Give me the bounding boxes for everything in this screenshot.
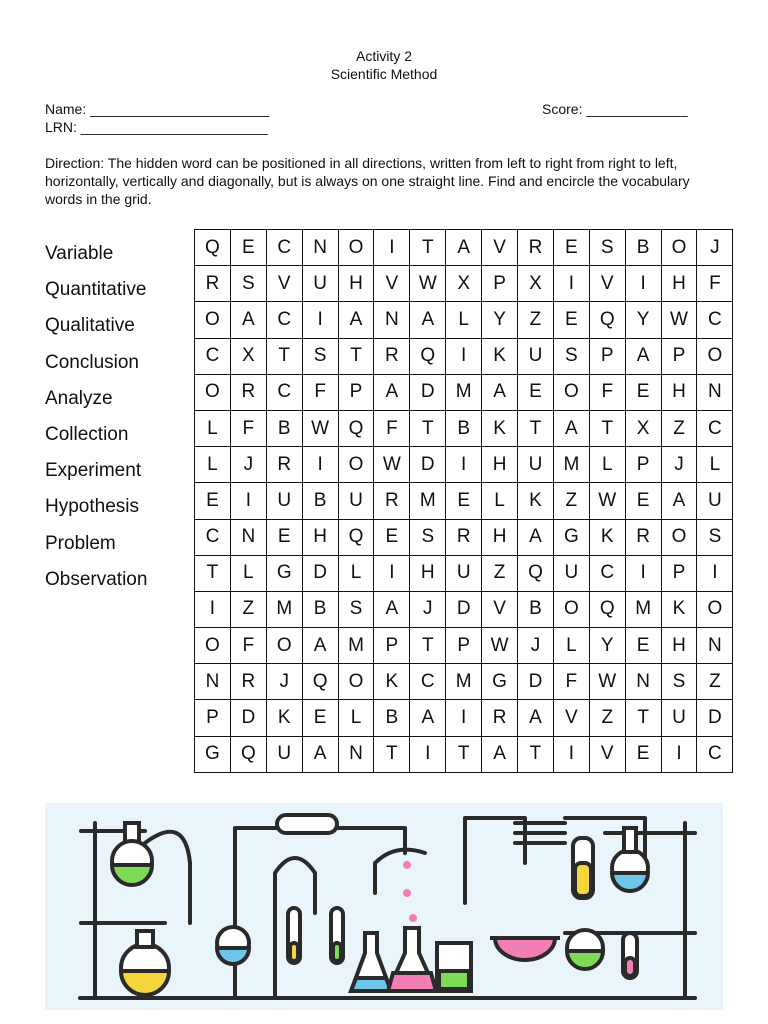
grid-cell[interactable]: V — [482, 230, 518, 266]
grid-cell[interactable]: C — [266, 230, 302, 266]
grid-cell[interactable]: I — [302, 447, 338, 483]
grid-cell[interactable]: E — [446, 483, 482, 519]
grid-cell[interactable]: C — [697, 302, 733, 338]
grid-cell[interactable]: Z — [661, 410, 697, 446]
vocabulary-list — [45, 236, 147, 598]
grid-cell[interactable]: I — [625, 266, 661, 302]
vocab-word: Observation — [45, 568, 148, 590]
grid-cell[interactable]: D — [697, 700, 733, 736]
grid-cell[interactable]: W — [374, 447, 410, 483]
grid-cell[interactable]: R — [230, 664, 266, 700]
grid-cell[interactable]: U — [553, 555, 589, 591]
grid-cell[interactable]: E — [553, 230, 589, 266]
grid-cell[interactable]: T — [195, 555, 231, 591]
grid-row — [195, 410, 733, 446]
grid-cell[interactable]: H — [661, 374, 697, 410]
word-search-grid[interactable] — [194, 229, 733, 773]
grid-cell[interactable]: M — [625, 591, 661, 627]
grid-cell[interactable]: M — [410, 483, 446, 519]
grid-cell[interactable]: F — [230, 410, 266, 446]
grid-cell[interactable]: Z — [697, 664, 733, 700]
grid-cell[interactable]: J — [661, 447, 697, 483]
vocab-word: Hypothesis — [45, 496, 139, 518]
grid-cell[interactable]: O — [553, 374, 589, 410]
grid-cell[interactable]: F — [589, 374, 625, 410]
grid-cell[interactable]: A — [230, 302, 266, 338]
grid-row — [195, 664, 733, 700]
grid-cell[interactable]: Z — [482, 555, 518, 591]
grid-cell[interactable]: W — [589, 664, 625, 700]
grid-cell[interactable]: R — [518, 230, 554, 266]
grid-cell[interactable]: B — [266, 410, 302, 446]
grid-cell[interactable]: Q — [518, 555, 554, 591]
grid-cell[interactable]: D — [410, 374, 446, 410]
vocab-word: Variable — [45, 243, 114, 264]
grid-cell[interactable]: H — [338, 266, 374, 302]
grid-cell[interactable]: Z — [230, 591, 266, 627]
grid-cell[interactable]: A — [338, 302, 374, 338]
grid-cell[interactable]: U — [518, 447, 554, 483]
grid-cell[interactable]: H — [661, 266, 697, 302]
grid-cell[interactable]: C — [195, 338, 231, 374]
grid-cell[interactable]: V — [589, 266, 625, 302]
grid-cell[interactable]: N — [230, 519, 266, 555]
grid-cell[interactable]: U — [518, 338, 554, 374]
grid-cell[interactable]: Y — [625, 302, 661, 338]
grid-cell[interactable]: I — [697, 555, 733, 591]
grid-cell[interactable]: F — [697, 266, 733, 302]
grid-row — [195, 519, 733, 555]
grid-cell[interactable]: T — [589, 410, 625, 446]
grid-cell[interactable]: X — [446, 266, 482, 302]
grid-row — [195, 338, 733, 374]
grid-row — [195, 628, 733, 664]
grid-cell[interactable]: E — [553, 302, 589, 338]
grid-cell[interactable]: O — [553, 591, 589, 627]
grid-cell[interactable]: R — [374, 338, 410, 374]
vocab-word: Quantitative — [45, 279, 147, 301]
grid-row — [195, 591, 733, 627]
grid-cell[interactable]: E — [518, 374, 554, 410]
grid-cell[interactable]: N — [302, 230, 338, 266]
grid-cell[interactable]: L — [446, 302, 482, 338]
grid-cell[interactable]: A — [482, 374, 518, 410]
grid-cell[interactable]: A — [661, 483, 697, 519]
grid-cell[interactable]: Y — [482, 302, 518, 338]
grid-cell[interactable]: B — [302, 483, 338, 519]
grid-cell[interactable]: P — [661, 338, 697, 374]
grid-cell[interactable]: G — [266, 555, 302, 591]
grid-cell[interactable]: Q — [410, 338, 446, 374]
grid-cell[interactable]: V — [589, 736, 625, 772]
grid-cell[interactable]: B — [518, 591, 554, 627]
grid-cell[interactable]: L — [482, 483, 518, 519]
grid-cell[interactable]: A — [302, 628, 338, 664]
grid-cell[interactable]: K — [589, 519, 625, 555]
grid-cell[interactable]: H — [661, 628, 697, 664]
grid-cell[interactable]: S — [410, 519, 446, 555]
grid-cell[interactable]: A — [446, 230, 482, 266]
grid-cell[interactable]: O — [697, 591, 733, 627]
grid-cell[interactable]: U — [302, 266, 338, 302]
grid-cell[interactable]: A — [374, 591, 410, 627]
grid-cell[interactable]: V — [553, 700, 589, 736]
grid-cell[interactable]: V — [374, 266, 410, 302]
grid-row — [195, 555, 733, 591]
grid-cell[interactable]: R — [374, 483, 410, 519]
grid-cell[interactable]: P — [625, 447, 661, 483]
grid-cell[interactable]: G — [553, 519, 589, 555]
grid-cell[interactable]: S — [553, 338, 589, 374]
grid-cell[interactable]: Q — [589, 591, 625, 627]
grid-cell[interactable]: M — [553, 447, 589, 483]
grid-cell[interactable]: C — [266, 374, 302, 410]
grid-cell[interactable]: K — [482, 338, 518, 374]
grid-cell[interactable]: T — [410, 230, 446, 266]
grid-cell[interactable]: S — [302, 338, 338, 374]
grid-cell[interactable]: M — [446, 664, 482, 700]
name-field[interactable]: Name: _______________________ — [45, 101, 270, 117]
grid-cell[interactable]: R — [230, 374, 266, 410]
grid-cell[interactable]: U — [661, 700, 697, 736]
grid-cell[interactable]: C — [410, 664, 446, 700]
grid-cell[interactable]: F — [374, 410, 410, 446]
grid-cell[interactable]: J — [230, 447, 266, 483]
grid-cell[interactable]: C — [589, 555, 625, 591]
grid-cell[interactable]: A — [410, 700, 446, 736]
grid-cell[interactable]: R — [482, 700, 518, 736]
grid-cell[interactable]: P — [589, 338, 625, 374]
grid-cell[interactable]: E — [625, 628, 661, 664]
grid-row — [195, 374, 733, 410]
grid-cell[interactable]: P — [195, 700, 231, 736]
grid-cell[interactable]: O — [266, 628, 302, 664]
grid-cell[interactable]: O — [338, 447, 374, 483]
grid-cell[interactable]: A — [410, 302, 446, 338]
grid-cell[interactable]: Y — [589, 628, 625, 664]
vocab-word: Analyze — [45, 387, 113, 409]
grid-cell[interactable]: L — [195, 410, 231, 446]
grid-cell[interactable]: A — [482, 736, 518, 772]
grid-cell[interactable]: B — [446, 410, 482, 446]
grid-cell[interactable]: T — [518, 736, 554, 772]
grid-cell[interactable]: T — [266, 338, 302, 374]
grid-cell[interactable]: N — [374, 302, 410, 338]
grid-cell[interactable]: E — [625, 736, 661, 772]
grid-cell[interactable]: E — [374, 519, 410, 555]
grid-cell[interactable]: O — [661, 230, 697, 266]
grid-cell[interactable]: Z — [589, 700, 625, 736]
grid-cell[interactable]: S — [697, 519, 733, 555]
grid-cell[interactable]: A — [518, 519, 554, 555]
grid-cell[interactable]: C — [697, 410, 733, 446]
grid-cell[interactable]: U — [266, 483, 302, 519]
grid-cell[interactable]: L — [697, 447, 733, 483]
grid-cell[interactable]: D — [446, 591, 482, 627]
grid-cell[interactable]: Z — [553, 483, 589, 519]
grid-cell[interactable]: A — [553, 410, 589, 446]
grid-cell[interactable]: T — [625, 700, 661, 736]
grid-cell[interactable]: D — [230, 700, 266, 736]
grid-cell[interactable]: R — [266, 447, 302, 483]
grid-cell[interactable]: F — [230, 628, 266, 664]
grid-cell[interactable]: J — [697, 230, 733, 266]
grid-cell[interactable]: L — [553, 628, 589, 664]
grid-cell[interactable]: H — [302, 519, 338, 555]
grid-cell[interactable]: R — [446, 519, 482, 555]
grid-cell[interactable]: T — [374, 736, 410, 772]
grid-cell[interactable]: U — [266, 736, 302, 772]
grid-cell[interactable]: F — [302, 374, 338, 410]
grid-row — [195, 266, 733, 302]
grid-cell[interactable]: A — [302, 736, 338, 772]
grid-cell[interactable]: V — [266, 266, 302, 302]
grid-cell[interactable]: E — [195, 483, 231, 519]
grid-cell[interactable]: W — [661, 302, 697, 338]
vocab-word: Conclusion — [45, 351, 139, 373]
grid-cell[interactable]: A — [625, 338, 661, 374]
grid-cell[interactable]: M — [266, 591, 302, 627]
grid-cell[interactable]: I — [302, 302, 338, 338]
grid-cell[interactable]: O — [195, 628, 231, 664]
grid-cell[interactable]: P — [446, 628, 482, 664]
grid-row — [195, 736, 733, 772]
grid-cell[interactable]: Z — [518, 302, 554, 338]
grid-cell[interactable]: S — [589, 230, 625, 266]
grid-row — [195, 230, 733, 266]
grid-cell[interactable]: S — [230, 266, 266, 302]
grid-cell[interactable]: I — [446, 447, 482, 483]
grid-cell[interactable]: L — [338, 555, 374, 591]
grid-cell[interactable]: N — [697, 374, 733, 410]
grid-cell[interactable]: D — [302, 555, 338, 591]
grid-cell[interactable]: D — [410, 447, 446, 483]
grid-cell[interactable]: R — [195, 266, 231, 302]
grid-cell[interactable]: Q — [338, 519, 374, 555]
grid-cell[interactable]: T — [518, 410, 554, 446]
grid-cell[interactable]: G — [195, 736, 231, 772]
grid-cell[interactable]: J — [410, 591, 446, 627]
grid-cell[interactable]: E — [625, 374, 661, 410]
grid-cell[interactable]: B — [374, 700, 410, 736]
lrn-field[interactable]: LRN: ________________________ — [45, 119, 268, 135]
grid-cell[interactable]: I — [553, 266, 589, 302]
grid-cell[interactable]: N — [625, 664, 661, 700]
grid-cell[interactable]: C — [195, 519, 231, 555]
grid-cell[interactable]: W — [302, 410, 338, 446]
grid-cell[interactable]: B — [302, 591, 338, 627]
grid-cell[interactable]: L — [230, 555, 266, 591]
grid-cell[interactable]: P — [482, 266, 518, 302]
grid-cell[interactable]: W — [589, 483, 625, 519]
vocab-word: Qualitative — [45, 315, 135, 337]
grid-cell[interactable]: G — [482, 664, 518, 700]
grid-cell[interactable]: S — [661, 664, 697, 700]
vocab-word: Problem — [45, 532, 116, 554]
directions-text: Direction: The hidden word can be positioned in all directions, written from left to right from right to left, horizontally, vertically and diagonally, but is always on one straight line. Find and encircle the vocabulary words in the grid. — [45, 155, 690, 207]
grid-cell[interactable]: N — [338, 736, 374, 772]
grid-row — [195, 700, 733, 736]
grid-cell[interactable]: Q — [230, 736, 266, 772]
grid-cell[interactable]: K — [374, 664, 410, 700]
grid-cell[interactable]: X — [625, 410, 661, 446]
grid-cell[interactable]: L — [589, 447, 625, 483]
vocab-word: Collection — [45, 423, 129, 445]
grid-cell[interactable]: O — [195, 302, 231, 338]
grid-cell[interactable]: P — [374, 628, 410, 664]
grid-cell[interactable]: T — [338, 338, 374, 374]
grid-cell[interactable]: K — [482, 410, 518, 446]
vocab-word: Experiment — [45, 460, 142, 482]
grid-cell[interactable]: T — [410, 628, 446, 664]
grid-cell[interactable]: N — [195, 664, 231, 700]
grid-cell[interactable]: O — [195, 374, 231, 410]
grid-cell[interactable]: D — [518, 664, 554, 700]
grid-cell[interactable]: X — [230, 338, 266, 374]
grid-cell[interactable]: A — [374, 374, 410, 410]
grid-cell[interactable]: O — [697, 338, 733, 374]
grid-cell[interactable]: I — [446, 700, 482, 736]
grid-cell[interactable]: P — [338, 374, 374, 410]
grid-cell[interactable]: I — [410, 736, 446, 772]
grid-cell[interactable]: W — [482, 628, 518, 664]
grid-cell[interactable]: W — [410, 266, 446, 302]
grid-cell[interactable]: O — [338, 664, 374, 700]
grid-cell[interactable]: E — [230, 230, 266, 266]
grid-cell[interactable]: T — [446, 736, 482, 772]
grid-cell[interactable]: M — [446, 374, 482, 410]
activity-title: Activity 2 — [355, 48, 412, 64]
grid-cell[interactable]: I — [661, 736, 697, 772]
grid-row — [195, 447, 733, 483]
grid-cell[interactable]: I — [374, 230, 410, 266]
grid-cell[interactable]: Q — [302, 664, 338, 700]
grid-cell[interactable]: F — [553, 664, 589, 700]
grid-cell[interactable]: E — [266, 519, 302, 555]
grid-cell[interactable]: C — [266, 302, 302, 338]
grid-cell[interactable]: P — [661, 555, 697, 591]
grid-cell[interactable]: T — [410, 410, 446, 446]
grid-cell[interactable]: L — [195, 447, 231, 483]
grid-cell[interactable]: B — [625, 230, 661, 266]
grid-cell[interactable]: K — [661, 591, 697, 627]
laboratory-glassware-illustration — [45, 803, 723, 1010]
grid-cell[interactable]: O — [661, 519, 697, 555]
grid-cell[interactable]: A — [518, 700, 554, 736]
grid-cell[interactable]: N — [697, 628, 733, 664]
grid-cell[interactable]: U — [697, 483, 733, 519]
grid-cell[interactable]: M — [338, 628, 374, 664]
grid-cell[interactable]: K — [518, 483, 554, 519]
grid-row — [195, 483, 733, 519]
grid-cell[interactable]: K — [266, 700, 302, 736]
grid-cell[interactable]: X — [518, 266, 554, 302]
grid-row — [195, 302, 733, 338]
grid-cell[interactable]: I — [374, 555, 410, 591]
grid-cell[interactable]: C — [697, 736, 733, 772]
grid-cell[interactable]: J — [266, 664, 302, 700]
grid-cell[interactable]: O — [338, 230, 374, 266]
grid-cell[interactable]: H — [482, 447, 518, 483]
grid-cell[interactable]: U — [338, 483, 374, 519]
grid-cell[interactable]: Q — [338, 410, 374, 446]
grid-cell[interactable]: U — [446, 555, 482, 591]
grid-cell[interactable]: Q — [195, 230, 231, 266]
grid-cell[interactable]: E — [625, 483, 661, 519]
grid-cell[interactable]: R — [625, 519, 661, 555]
grid-cell[interactable]: J — [518, 628, 554, 664]
grid-cell[interactable]: I — [230, 483, 266, 519]
grid-cell[interactable]: H — [410, 555, 446, 591]
grid-cell[interactable]: V — [482, 591, 518, 627]
grid-cell[interactable]: S — [338, 591, 374, 627]
grid-cell[interactable]: I — [625, 555, 661, 591]
grid-cell[interactable]: E — [302, 700, 338, 736]
grid-cell[interactable]: Q — [589, 302, 625, 338]
worksheet-subject: Scientific Method — [330, 66, 438, 82]
grid-cell[interactable]: L — [338, 700, 374, 736]
grid-cell[interactable]: I — [553, 736, 589, 772]
grid-cell[interactable]: H — [482, 519, 518, 555]
score-field[interactable]: Score: _____________ — [542, 101, 688, 117]
grid-cell[interactable]: I — [195, 591, 231, 627]
grid-cell[interactable]: I — [446, 338, 482, 374]
